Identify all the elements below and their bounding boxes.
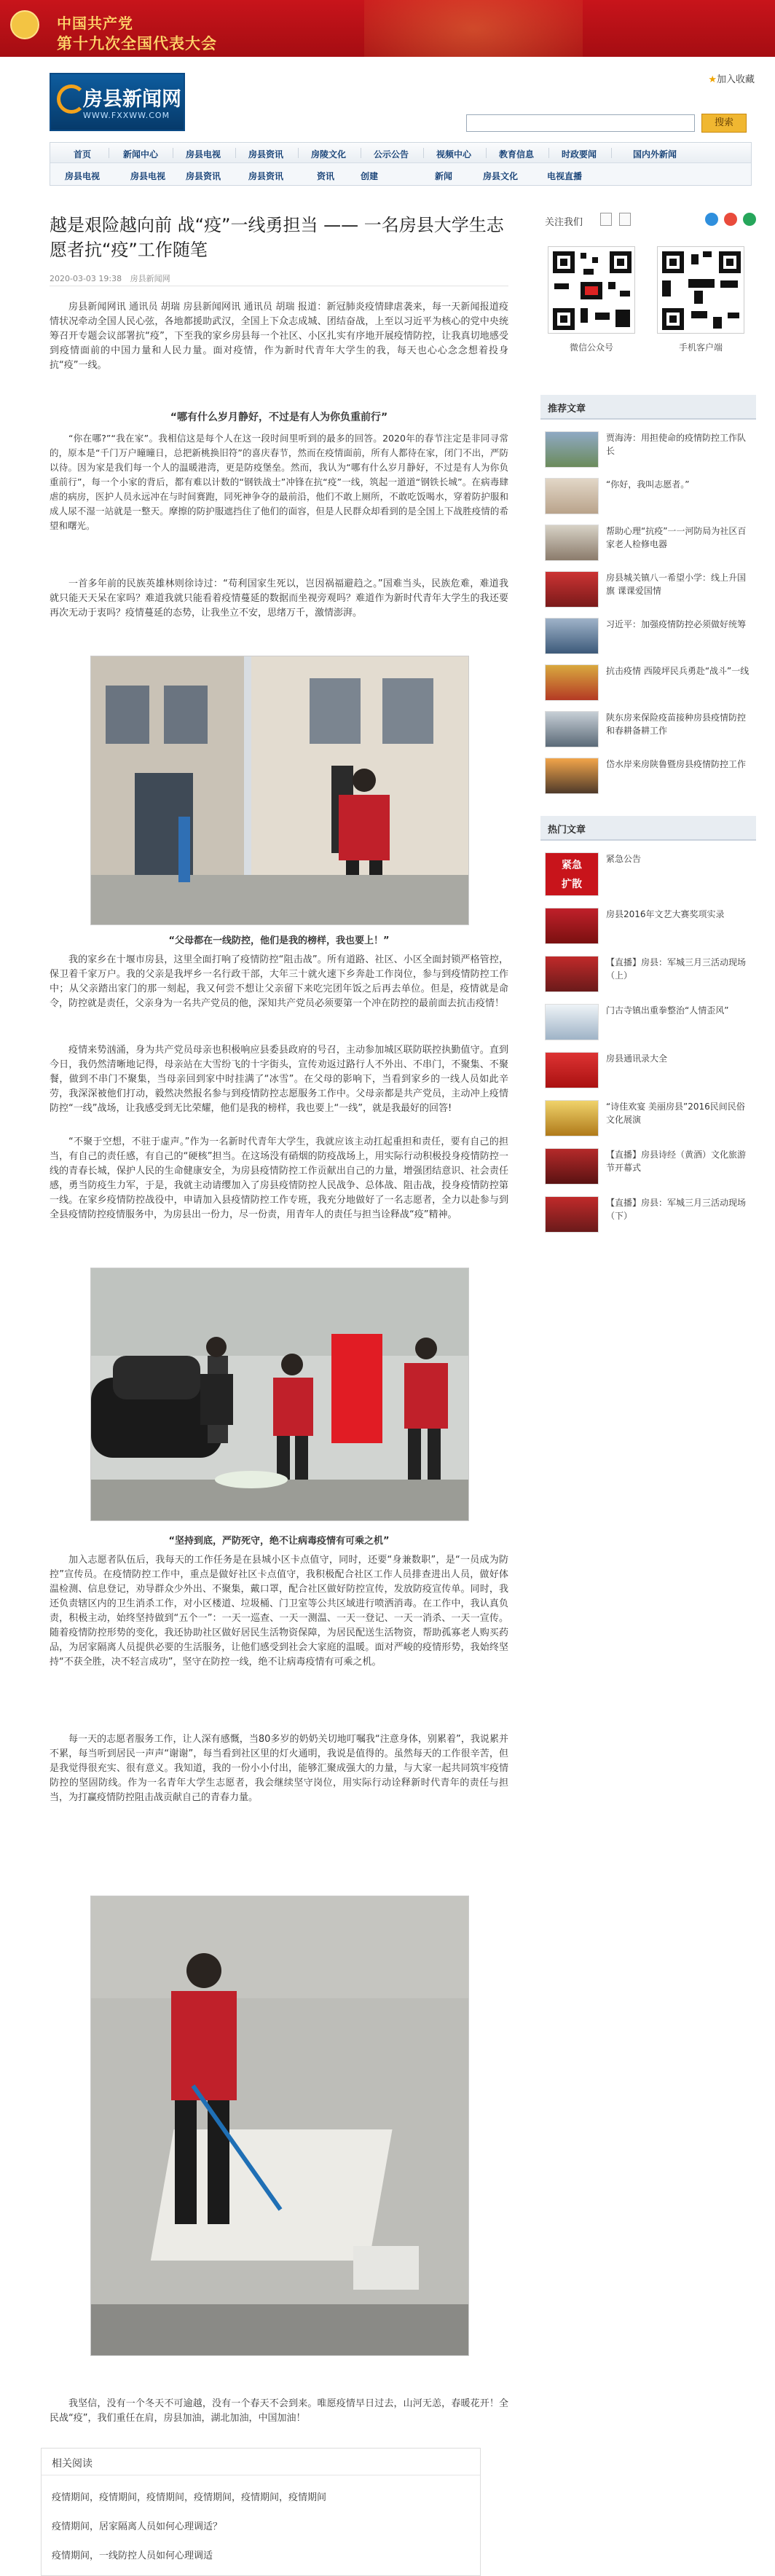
follow-label: 关注我们: [545, 217, 583, 228]
article-paragraph: 我的家乡在十堰市房县，这里全面打响了疫情防控“阻击战”。所有道路、社区、小区全面封锁严格管控，保卫着千家万户。我的父亲是我坪乡一名行政干部，大年三十就火速下乡奔赴工作岗位，参与到疫情防控工作中；从父亲踏出家门的那一刻起，我又何尝不想让父亲留下来吃完团年饭之后再去单位。但是，疫情就是命令，防控就是责任，父亲身为一名共产党员的他，深知共产党员必须要第一个冲在防控的最前面去抗击疫情！: [50, 954, 508, 1009]
nav-separator: [235, 148, 236, 158]
section-heading: “哪有什么岁月静好，不过是有人为你负重前行”: [170, 412, 388, 423]
share-weibo-icon[interactable]: [724, 213, 737, 226]
nav-separator: [611, 148, 612, 158]
nav-item[interactable]: 时政要闻: [562, 149, 597, 160]
article-paragraph: 我坚信，没有一个冬天不可逾越，没有一个春天不会到来。唯愿疫情早日过去，山河无恙，春暖花开！全民战“疫”，我们重任在肩，房县加油，湖北加油，中国加油！: [50, 2398, 508, 2424]
article-paragraph: “不聚于空想，不驻于虚声。”作为一名新时代青年大学生，我就应该主动扛起重担和责任，要有自己的担当，有自己的责任感，有自己的“硬核”担当。在这场没有硝烟的防疫战场上，用实际行动积极投身疫情防控一线的青春长城，保护人民的生命健康安全，为房县疫情防控工作贡献出自己的力量，增强团结意识、社会责任感，勇当防疫生力军，于是，我就主动请缨加入了房县疫情防控人民战争、总体战、阻击战，投身疫情防控第一线。在家乡疫情防控战役中，申请加入县疫情防控工作专班，我充分地做好了一名志愿者，全力以赴参与到全县疫情防控疫情服务中，为房县出一份力，尽一份责，用青年人的责任与担当诠释战“疫”精神。: [50, 1136, 508, 1220]
list-item[interactable]: 紧急 扩散 紧急公告: [540, 849, 756, 896]
nav-item[interactable]: 国内外新闻: [633, 149, 677, 160]
logo-subtext: WWW.FXXWW.COM: [83, 111, 170, 120]
share-wechat-icon[interactable]: [743, 213, 756, 226]
hot-header: 热门文章: [540, 816, 756, 841]
nav-item[interactable]: 房陵文化: [311, 149, 347, 160]
list-item[interactable]: 房县通讯录大全: [540, 1049, 756, 1090]
thumbnail: [545, 664, 599, 701]
nav-item[interactable]: 房县资讯: [248, 171, 284, 181]
thumbnail: [545, 1052, 599, 1088]
nav-item[interactable]: 房县电视: [65, 171, 101, 181]
thumbnail: [545, 711, 599, 747]
qr-pattern: [548, 247, 635, 334]
nav-item[interactable]: 首页: [74, 149, 92, 160]
photo-caption: “父母都在一线防控，他们是我的榜样，我也要上！”: [168, 935, 390, 946]
list-item[interactable]: “诗佳欢宴 美丽房县”2016民间民俗文化展演: [540, 1097, 756, 1138]
nav-item[interactable]: 资讯: [317, 171, 335, 181]
party-congress-banner: [0, 0, 775, 57]
nav-item[interactable]: 创建: [361, 171, 379, 181]
related-item[interactable]: 疫情期间，一线防控人员如何心理调适: [52, 2551, 213, 2561]
nav-item[interactable]: 房县电视: [186, 149, 221, 160]
banner-line-1: 中国共产党: [57, 15, 133, 32]
article-paragraph: 疫情来势汹涌，身为共产党员母亲也积极响应县委县政府的号召，主动参加城区联防联控执勤值守。直到今日，我仍然清晰地记得，母亲站在大雪纷飞的十字街头，宣传劝返过路行人不外出、不串门，不聚集、不聚餐，做到不串门不聚集，当母亲回到家中时挂满了“冰雪”。在父母的影响下，当看到家乡的一线人员如此辛劳，我深深被他们打动，毅然决然报名参与到疫情防控志愿服务工作中。父母亲都是共产党员，主动冲上疫情防控“一线”战场，让我感受到无比荣耀，他们是我的榜样，我也要上“一线”，就是我最好的回答!: [50, 1045, 508, 1114]
related-reading: [41, 2448, 481, 2576]
list-item[interactable]: 陕东房来保险疫苗接种房县疫情防控和春耕备耕工作: [540, 708, 756, 749]
thumbnail: [545, 758, 599, 794]
qr-code-app: [657, 246, 744, 334]
article-photo: [90, 656, 469, 925]
list-item[interactable]: 岱水岸来房陕鲁暨房县疫情防控工作: [540, 755, 756, 796]
list-item[interactable]: 【直播】房县：军城三月三活动现场（上）: [540, 953, 756, 994]
logo-e-icon: [57, 85, 86, 114]
nav-item[interactable]: 房县电视: [130, 171, 166, 181]
qr-caption-app: 手机客户端: [678, 342, 723, 353]
article-photo: [90, 1896, 469, 2356]
recommend-header: 推荐文章: [540, 395, 756, 420]
nav-item[interactable]: 电视直播: [547, 171, 583, 181]
weibo-icon[interactable]: [600, 213, 612, 226]
article-photo: [90, 1268, 469, 1521]
list-item[interactable]: 习近平：加强疫情防控必须做好统筹: [540, 615, 756, 656]
main-nav: [50, 142, 752, 186]
article-paragraph: 一首多年前的民族英雄林则徐诗过：“苟利国家生死以，岂因祸福避趋之。”国难当头，民族危难，难道我就只能天天呆在家吗？难道我就只能看着疫情蔓延的数据而坐视旁观吗？难道作为新时代青年大学生的我还要再次无动于衷吗？疫情蔓延的态势，让我坐立不安，思绪万千，激情澎湃。: [50, 578, 508, 619]
share-qq-icon[interactable]: [705, 213, 718, 226]
list-item[interactable]: 贾海涛：用担使命的疫情防控工作队长: [540, 428, 756, 469]
article-paragraph: 每一天的志愿者服务工作，让人深有感慨，当80多岁的奶奶关切地叮嘱我“注意身体，别累着”，我说累并不累，每当听到居民一声声“谢谢”，每当看到社区里的灯火通明，我说是值得的。虽然每天的工作很辛苦，但是我觉得很充实、很有意义。我知道，我的一份小小付出，能够汇聚成强大的力量，与大家一起共同筑牢疫情防控的坚固防线。作为一名青年大学生志愿者，我会继续坚守岗位，用实际行动诠释新时代青年的责任与担当，为打赢疫情防控阻击战贡献自己的青春力量。: [50, 1734, 508, 1803]
qr-code-wechat: [548, 246, 635, 334]
search-input[interactable]: [466, 114, 695, 132]
list-item[interactable]: 门古寺镇出重拳整治“人情歪风”: [540, 1001, 756, 1042]
nav-separator: [298, 148, 299, 158]
nav-item[interactable]: 房县资讯: [186, 171, 221, 181]
photo-checkpoint-illustration: [91, 656, 469, 925]
thumbnail: [545, 525, 599, 561]
list-item[interactable]: 抗击疫情 西陵坪民兵勇赴“战斗”一线: [540, 661, 756, 702]
banner-line-2: 第十九次全国代表大会: [57, 35, 217, 52]
list-item[interactable]: 帮助心理“抗疫”一一河防局为社区百家老人检修电器: [540, 522, 756, 562]
photo-caption: “坚持到底，严防死守，绝不让病毒疫情有可乘之机”: [168, 1536, 390, 1547]
thumbnail: [545, 908, 599, 944]
article-meta: [50, 272, 176, 284]
nav-row-1: [50, 143, 751, 163]
thumbnail: [545, 1148, 599, 1185]
nav-item[interactable]: 教育信息: [499, 149, 535, 160]
thumbnail: [545, 956, 599, 992]
thumbnail: [545, 1196, 599, 1233]
nav-item[interactable]: 视频中心: [436, 149, 472, 160]
related-heading: 相关阅读: [52, 2458, 93, 2470]
search-button[interactable]: 搜索: [701, 114, 747, 133]
article-paragraph: 加入志愿者队伍后，我每天的工作任务是在县城小区卡点值守，同时，还要“身兼数职”，是“一员成为防控”宣传员。在疫情防控工作中，重点是做好社区卡点值守，我积极配合社区工作人员排查进出人员，做好体温检测、信息登记，劝导群众少外出、不聚集，戴口罩，配合社区做好防控宣传，发放防疫宣传单。同时，我还负责辖区内的卫生消杀工作，对小区楼道、垃圾桶、门卫室等公共区域进行喷洒消毒。在工作中，我认真负责，积极主动，始终坚持做到“五个一”：一天一巡查、一天一测温、一天一登记、一天一消杀、一天一宣传。随着疫情防控形势的变化，我还协助社区做好居民生活物资保障，为居民配送生活物资，帮助孤寡老人购买药品，为居家隔离人员提供必要的生活服务，让他们感受到社会大家庭的温暖。面对严峻的疫情形势，我始终坚持“不获全胜，决不轻言成功”，坚守在防控一线，绝不让病毒疫情有可乘之机。: [50, 1555, 508, 1668]
weixin-icon[interactable]: [619, 213, 631, 226]
nav-separator: [423, 148, 424, 158]
list-item[interactable]: 【直播】房县：军城三月三活动现场（下）: [540, 1193, 756, 1234]
star-icon: ★: [708, 74, 717, 85]
nav-item[interactable]: 房县文化: [483, 171, 519, 181]
qr-pattern: [658, 247, 744, 334]
thumbnail: [545, 618, 599, 654]
thumbnail: [545, 431, 599, 468]
article-source: 房县新闻网: [130, 274, 170, 283]
qr-caption-wechat: 微信公众号: [569, 342, 613, 353]
urgent-notice-thumbnail: 紧急 扩散: [545, 852, 599, 896]
thumbnail: [545, 571, 599, 608]
logo-text: 房县新闻网: [83, 88, 181, 111]
nav-item[interactable]: 公示公告: [374, 149, 409, 160]
party-emblem-icon: [10, 10, 39, 39]
add-favorite-link[interactable]: ★加入收藏: [708, 74, 755, 85]
article-date: 2020-03-03 19:38: [50, 274, 122, 283]
thumbnail: [545, 478, 599, 514]
article-lead: 房县新闻网讯 通讯员 胡瑞 房县新闻网讯 通讯员 胡瑞 报道：新冠肺炎疫情肆虐袭来，每一天新闻报道疫情状况牵动全国人民心弦，各地都援助武汉，全国上下众志成城、团结奋战，上至以习近平为核心的党中央统筹召开专题会议部署抗“疫”，下至我的家乡房县每一个社区、小区扎实有序地开展疫情防控，让我真切地感受到疫情面前的中国力量和人民力量。面对疫情，作为新时代青年大学生的我，每天也心心念念想着投身抗“疫”一线。: [50, 302, 508, 371]
nav-item[interactable]: 房县资讯: [248, 149, 284, 160]
thumbnail: [545, 1100, 599, 1136]
related-item[interactable]: 疫情期间，疫情期间，疫情期间，疫情期间，疫情期间，疫情期间: [52, 2492, 327, 2503]
nav-item[interactable]: 新闻中心: [123, 149, 159, 160]
list-item[interactable]: “你好，我叫志愿者。”: [540, 475, 756, 516]
thumbnail: [545, 1004, 599, 1040]
nav-separator: [486, 148, 487, 158]
site-logo[interactable]: [50, 73, 185, 131]
related-item[interactable]: 疫情期间，居家隔离人员如何心理调适？: [52, 2521, 223, 2532]
banner-glow: [364, 0, 583, 57]
article-paragraph: “你在哪?”“我在家”。我相信这是每个人在这一段时间里听到的最多的回答。2020年的春节注定是非同寻常的，原本是“千门万户曈曈日，总把新桃换旧符”的喜庆春节，然而在疫情面前，所有人都待在家，闭门不出，严防以待。因为家是我们每一个人的温暖港湾，更是防疫堡垒。然而，我认为“哪有什么岁月静好，不过是有人为你负重前行”，每一个小家的背后，都有难以计数的“钢铁战士”冲锋在抗“疫”一线，筑起一道道“钢铁长城”。在病毒肆虐的病房，医护人员永远冲在与时间赛跑，同死神争夺的最前沿，他们不敢上厕所，不敢吃饭喝水，穿着防护服和成人尿不湿一站就是一整天。摩擦的防护服遮挡住了他们的面容，但是人民群众却看到的是全国上下战胜疫情的希望和曙光。: [50, 433, 508, 531]
photo-disinfection-illustration: [91, 1896, 469, 2356]
list-item[interactable]: 房县2016年文艺大赛奖项实录: [540, 905, 756, 946]
nav-item[interactable]: 新闻: [435, 171, 453, 181]
nav-separator: [548, 148, 549, 158]
photo-volunteers-illustration: [91, 1268, 469, 1521]
article-title: 越是艰险越向前 战“疫”一线勇担当 —— 一名房县大学生志愿者抗“疫”工作随笔: [50, 215, 504, 260]
nav-row-2: [50, 165, 751, 185]
list-item[interactable]: 房县城关镇八一希望小学：线上升国旗 课课爱国情: [540, 568, 756, 609]
list-item[interactable]: 【直播】房县诗经（黄酒）文化旅游节开幕式: [540, 1145, 756, 1186]
